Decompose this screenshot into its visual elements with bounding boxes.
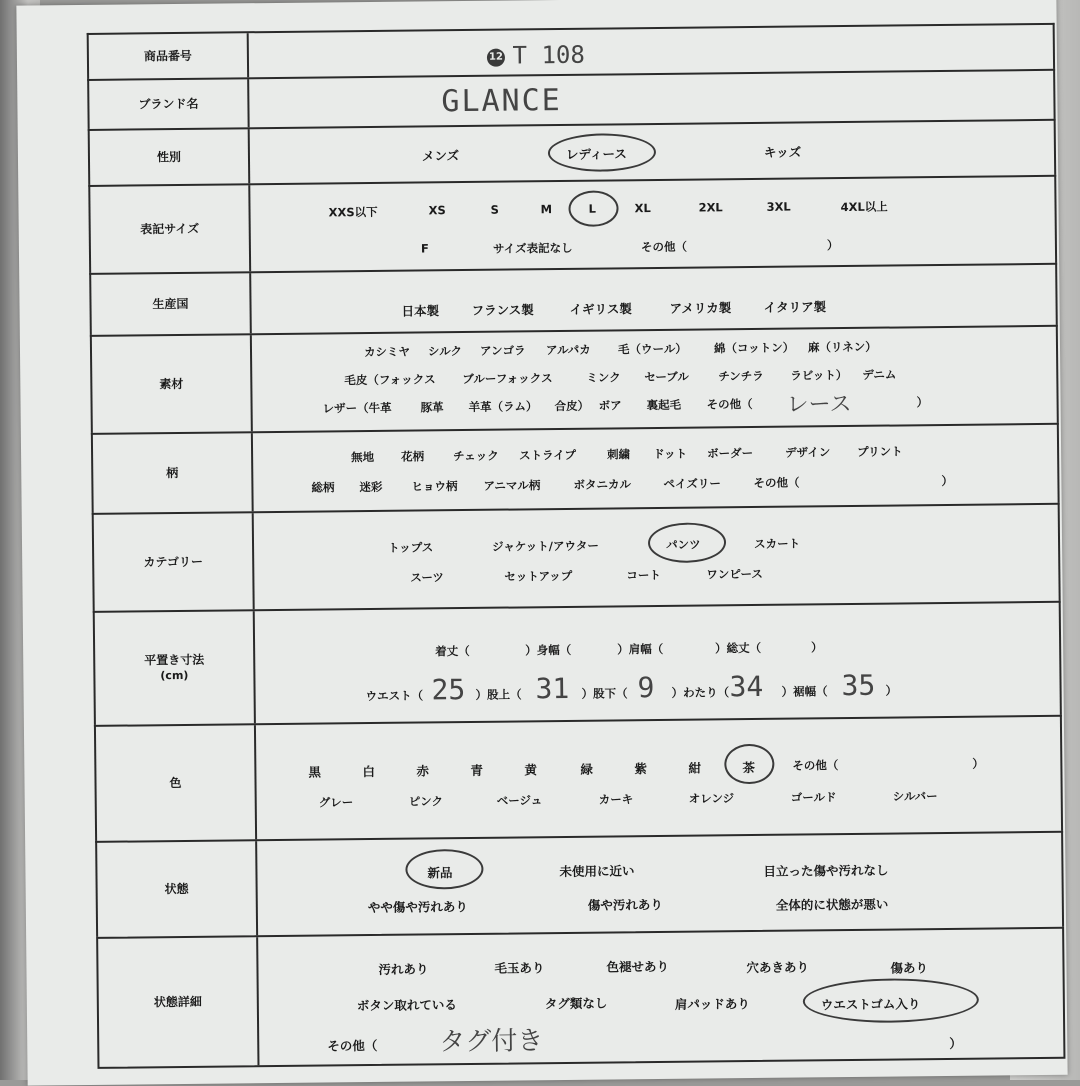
product-info-sheet — [16, 0, 1067, 1086]
detail-shoulder-pads[interactable]: 肩パッドあり — [674, 996, 750, 1012]
option-mens[interactable]: メンズ — [421, 148, 460, 164]
size-xxs[interactable]: XXS以下 — [328, 204, 378, 220]
color-silver[interactable]: シルバー — [892, 789, 938, 804]
color-other[interactable]: その他（ — [792, 758, 839, 773]
size-f[interactable]: F — [420, 241, 429, 256]
color-black[interactable]: 黒 — [308, 764, 322, 780]
color-khaki[interactable]: カーキ — [598, 792, 634, 807]
size-2xl[interactable]: 2XL — [698, 200, 723, 215]
selected-mark-detail — [803, 978, 979, 1024]
material-cashmere[interactable]: カシミヤ — [363, 344, 411, 360]
measure-thigh[interactable]: ）わたり（ — [671, 685, 730, 700]
label-origin: 生産国 — [91, 273, 252, 335]
measure-rise[interactable]: ）股上（ — [475, 687, 522, 702]
color-white[interactable]: 白 — [362, 763, 376, 780]
material-leather[interactable]: レザー（牛革 — [322, 400, 392, 416]
row-color — [94, 715, 1063, 841]
material-pigskin[interactable]: 豚革 — [420, 400, 444, 415]
color-navy[interactable]: 紺 — [688, 760, 701, 776]
row-material — [90, 325, 1059, 433]
color-beige[interactable]: ベージュ — [496, 793, 543, 808]
color-orange[interactable]: オレンジ — [688, 791, 735, 806]
material-rabbit[interactable]: ラビット） — [790, 368, 848, 383]
selected-mark-category — [648, 522, 726, 563]
material-linen[interactable]: 麻（リネン） — [807, 339, 877, 355]
color-brown[interactable]: 茶 — [742, 759, 755, 776]
size-3xl[interactable]: 3XL — [766, 199, 791, 214]
detail-other[interactable]: その他（ — [327, 1037, 378, 1054]
detail-pilling[interactable]: 毛玉あり — [494, 960, 545, 976]
category-onepiece[interactable]: ワンピース — [706, 566, 763, 582]
material-mink[interactable]: ミンク — [586, 370, 621, 385]
pattern-check[interactable]: チェック — [453, 448, 499, 464]
detail-fading[interactable]: 色褪せあり — [606, 958, 670, 975]
material-other[interactable]: その他（ — [706, 396, 753, 412]
detail-stain[interactable]: 汚れあり — [378, 961, 429, 977]
origin-japan[interactable]: 日本製 — [401, 303, 440, 319]
selected-mark-color — [724, 744, 774, 785]
color-green[interactable]: 緑 — [580, 761, 593, 777]
label-size: 表記サイズ — [90, 185, 251, 273]
measure-length[interactable]: 着丈（ — [435, 643, 470, 659]
measure-waist[interactable]: ウエスト（ — [365, 688, 424, 704]
size-l[interactable]: L — [588, 201, 596, 216]
detail-no-tags[interactable]: タグ類なし — [544, 995, 608, 1012]
condition-new[interactable]: 新品 — [427, 865, 453, 881]
condition-like-new[interactable]: 未使用に近い — [559, 863, 635, 880]
material-other-value: レース — [786, 391, 852, 418]
form-table — [87, 23, 1066, 1073]
row-size — [88, 175, 1057, 273]
selected-mark-gender — [548, 133, 656, 172]
brand-value: GLANCE — [441, 82, 562, 120]
color-gold[interactable]: ゴールド — [790, 790, 837, 805]
category-coat[interactable]: コート — [626, 567, 661, 583]
label-brand: ブランド名 — [89, 79, 249, 129]
label-color: 色 — [96, 725, 257, 841]
pattern-camo[interactable]: 迷彩 — [359, 479, 383, 495]
material-cotton[interactable]: 綿（コットン） — [713, 340, 795, 356]
size-other[interactable]: その他（ — [640, 239, 688, 255]
material-silk[interactable]: シルク — [427, 344, 463, 359]
condition-no-damage[interactable]: 目立った傷や汚れなし — [763, 862, 889, 879]
pattern-other-close: ） — [941, 473, 953, 489]
material-alpaca[interactable]: アルパカ — [545, 342, 591, 358]
selected-mark-condition — [405, 849, 483, 890]
label-material: 素材 — [92, 335, 253, 433]
measure-waist-value: 25 — [431, 673, 466, 707]
pattern-leopard[interactable]: ヒョウ柄 — [411, 479, 458, 494]
material-boa[interactable]: ボア — [598, 398, 622, 413]
measure-inseam[interactable]: ）股下（ — [581, 686, 628, 701]
measure-width[interactable]: ）身幅（ — [525, 642, 572, 658]
label-measurements-text: 平置き寸法 — [144, 652, 205, 668]
material-denim[interactable]: デニム — [862, 367, 897, 382]
material-sable[interactable]: セーブル — [644, 369, 689, 385]
pattern-stripe[interactable]: ストライプ — [519, 447, 576, 463]
label-product-number: 商品番号 — [89, 33, 249, 79]
color-yellow[interactable]: 黄 — [524, 762, 537, 778]
size-m[interactable]: M — [540, 202, 553, 217]
size-xl[interactable]: XL — [634, 201, 651, 216]
category-tops[interactable]: トップス — [387, 540, 434, 555]
label-gender: 性別 — [90, 129, 251, 185]
condition-bad[interactable]: 全体的に状態が悪い — [775, 896, 889, 913]
material-chinchilla[interactable]: チンチラ — [718, 368, 764, 384]
measure-line2-close: ） — [885, 683, 898, 698]
row-pattern — [91, 423, 1060, 513]
pattern-border[interactable]: ボーダー — [707, 445, 754, 461]
pattern-design[interactable]: デザイン — [785, 445, 831, 460]
color-red[interactable]: 赤 — [416, 763, 430, 779]
row-condition — [95, 831, 1064, 937]
size-4xl[interactable]: 4XL以上 — [840, 199, 888, 215]
pattern-dot[interactable]: ドット — [653, 446, 688, 462]
measure-hem-value: 35 — [841, 668, 876, 703]
detail-hole[interactable]: 穴あきあり — [746, 959, 810, 976]
measure-inseam-value: 9 — [637, 671, 655, 705]
measure-total-length[interactable]: ）総丈（ — [715, 640, 762, 656]
detail-elastic-waist[interactable]: ウエストゴム入り — [820, 996, 921, 1013]
pattern-plain[interactable]: 無地 — [351, 449, 375, 465]
pattern-animal[interactable]: アニマル柄 — [483, 478, 541, 493]
option-kids[interactable]: キッズ — [763, 144, 802, 160]
measure-thigh-value: 34 — [729, 669, 764, 704]
category-pants[interactable]: パンツ — [665, 537, 701, 552]
detail-scratch[interactable]: 傷あり — [890, 960, 929, 976]
row-condition-detail — [96, 927, 1065, 1069]
color-blue[interactable]: 青 — [470, 762, 484, 778]
measure-line1-close: ） — [811, 640, 823, 655]
condition-damage[interactable]: 傷や汚れあり — [587, 896, 663, 913]
label-measurements-unit: (cm) — [160, 668, 189, 683]
material-wool[interactable]: 毛（ウール） — [617, 341, 687, 357]
material-lamb[interactable]: 羊革（ラム） — [468, 399, 538, 414]
origin-uk[interactable]: イギリス製 — [569, 301, 632, 317]
pattern-paisley[interactable]: ペイズリー — [663, 476, 721, 491]
category-skirt[interactable]: スカート — [753, 536, 801, 551]
product-number-value — [487, 41, 585, 70]
size-s[interactable]: S — [490, 202, 499, 217]
row-origin — [89, 263, 1058, 335]
row-category — [92, 503, 1061, 611]
color-pink[interactable]: ピンク — [408, 794, 444, 809]
pattern-other[interactable]: その他（ — [753, 475, 800, 490]
measure-hem[interactable]: ）裾幅（ — [781, 684, 828, 699]
option-ladies[interactable]: レディース — [565, 146, 627, 162]
pattern-floral[interactable]: 花柄 — [401, 449, 425, 464]
pattern-allover[interactable]: 総柄 — [311, 480, 335, 495]
pattern-print[interactable]: プリント — [857, 444, 903, 459]
origin-italy[interactable]: イタリア製 — [763, 299, 827, 315]
row-gender — [88, 119, 1057, 185]
measure-shoulder[interactable]: ）肩幅（ — [617, 641, 664, 657]
pattern-embroidery[interactable]: 刺繍 — [607, 447, 631, 462]
detail-other-close: ） — [949, 1035, 962, 1051]
material-other-close: ） — [916, 395, 929, 410]
condition-slight-damage[interactable]: やや傷や汚れあり — [367, 899, 468, 916]
category-jacket[interactable]: ジャケット/アウター — [491, 538, 599, 554]
label-measurements — [95, 611, 256, 725]
product-number-badge: 12 — [487, 49, 505, 67]
label-pattern: 柄 — [93, 433, 254, 513]
origin-usa[interactable]: アメリカ製 — [669, 300, 732, 316]
material-fox[interactable]: 毛皮（フォックス — [344, 372, 436, 388]
color-purple[interactable]: 紫 — [634, 761, 647, 777]
label-category: カテゴリー — [94, 513, 255, 611]
origin-france[interactable]: フランス製 — [471, 302, 534, 318]
measure-rise-value: 31 — [535, 671, 570, 706]
category-setup[interactable]: セットアップ — [504, 568, 573, 584]
color-other-close: ） — [972, 756, 984, 771]
row-measurements — [93, 601, 1062, 725]
size-none[interactable]: サイズ表記なし — [492, 240, 573, 256]
material-brushed[interactable]: 裏起毛 — [646, 397, 682, 413]
selected-mark-size — [568, 190, 618, 227]
detail-other-value: タグ付き — [439, 1026, 544, 1058]
material-synthetic[interactable]: 合皮） — [554, 398, 590, 414]
pattern-botanical[interactable]: ボタニカル — [573, 477, 631, 492]
label-condition: 状態 — [97, 841, 258, 937]
material-bluefox[interactable]: ブルーフォックス — [462, 371, 553, 387]
material-angora[interactable]: アンゴラ — [479, 343, 526, 358]
color-gray[interactable]: グレー — [318, 795, 354, 810]
size-other-close: ） — [826, 238, 839, 253]
detail-button-missing[interactable]: ボタン取れている — [356, 997, 457, 1014]
label-condition-detail: 状態詳細 — [98, 937, 259, 1067]
category-suit[interactable]: スーツ — [410, 570, 444, 585]
product-number-handwritten: T 108 — [512, 40, 585, 70]
size-xs[interactable]: XS — [428, 203, 446, 218]
